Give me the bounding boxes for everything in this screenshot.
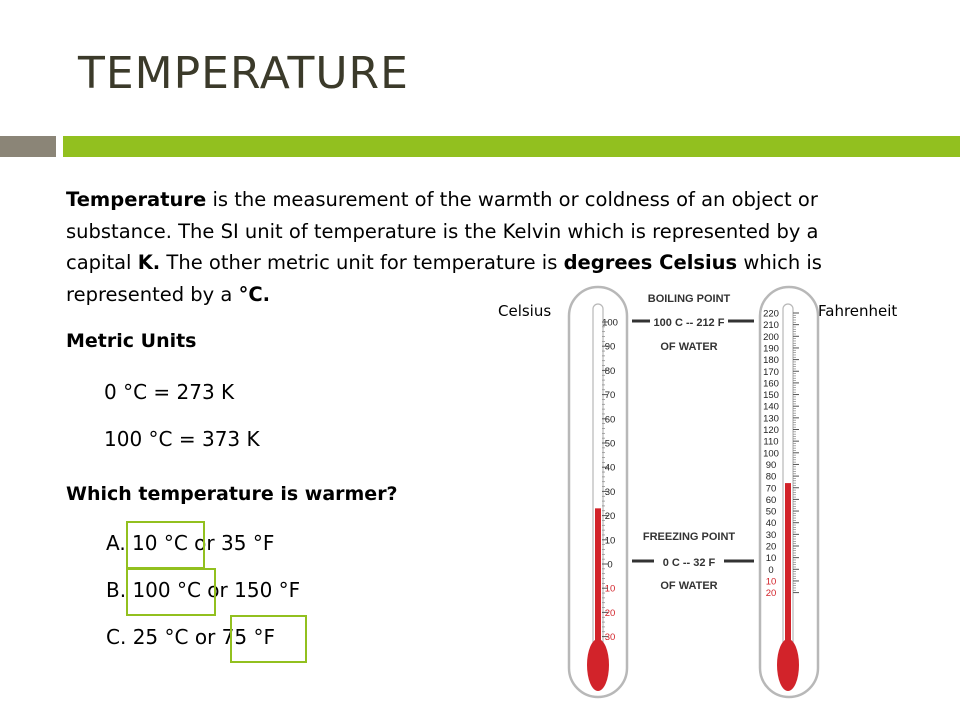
option-c-prefix: C. — [106, 625, 133, 649]
metric-eq-1: 0 °C = 273 K — [104, 380, 235, 404]
fahrenheit-tick-label: 30 — [765, 529, 777, 541]
fahrenheit-tick-label: 0 — [768, 564, 774, 576]
option-b-or: or — [200, 578, 235, 602]
metric-eq-2: 100 °C = 373 K — [104, 427, 260, 451]
fahrenheit-mercury-column — [785, 483, 791, 655]
fahrenheit-tick-label: 220 — [763, 308, 779, 320]
freezing-label-1: FREEZING POINT — [642, 531, 736, 543]
celsius-tick-label: 40 — [604, 462, 616, 474]
celsius-tick-label: 100 — [602, 317, 618, 329]
fahrenheit-bulb — [777, 639, 799, 691]
fahrenheit-tick-label: 60 — [765, 494, 777, 506]
celsius-tick-label: 10 — [604, 583, 616, 595]
fahrenheit-tick-label: 180 — [763, 355, 779, 367]
fahrenheit-tick-label: 210 — [763, 320, 779, 332]
option-b-fahrenheit: 150 °F — [234, 578, 301, 602]
celsius-tick-label: 70 — [604, 390, 616, 402]
term-kelvin: K. — [137, 251, 161, 274]
celsius-tick-label: 90 — [604, 341, 616, 353]
slide-title: TEMPERATURE — [78, 48, 409, 99]
option-c-fahrenheit: 75 °F — [221, 625, 275, 649]
celsius-label: Celsius — [498, 302, 552, 320]
intro-line-4a: represented by a — [66, 282, 239, 306]
fahrenheit-tick-label: 140 — [763, 401, 779, 413]
fahrenheit-tick-label: 10 — [765, 553, 777, 565]
fahrenheit-tick-label: 130 — [763, 413, 779, 425]
metric-heading: Metric Units — [66, 330, 197, 352]
option-a-or: or — [187, 531, 222, 555]
celsius-tick-label: 30 — [604, 632, 616, 644]
celsius-tick-label: 10 — [604, 535, 616, 547]
fahrenheit-tick-label: 80 — [765, 471, 777, 483]
intro-line-2: substance. The SI unit of temperature is the Kelvin which is represented by a — [66, 219, 819, 243]
fahrenheit-tick-label: 20 — [765, 541, 777, 553]
fahrenheit-tick-label: 160 — [763, 378, 779, 390]
option-c-celsius: 25 °C — [132, 625, 189, 649]
fahrenheit-tick-label: 120 — [763, 425, 779, 436]
term-celsius: degrees Celsius — [563, 251, 738, 274]
boiling-label-1: BOILING POINT — [647, 293, 731, 305]
fahrenheit-tick-label: 190 — [763, 343, 779, 355]
celsius-tick-label: 30 — [604, 486, 616, 498]
fahrenheit-label: Fahrenheit — [818, 302, 898, 320]
fahrenheit-tick-label: 110 — [763, 436, 779, 448]
boiling-label-2: 100 C -- 212 F — [653, 317, 725, 329]
celsius-tick-label: 0 — [607, 559, 613, 571]
celsius-tick-label: 20 — [604, 511, 616, 523]
fahrenheit-tick-label: 100 — [763, 448, 779, 460]
option-a-celsius: 10 °C — [132, 531, 188, 555]
option-c-or: or — [188, 625, 222, 649]
term-temperature: Temperature — [66, 188, 207, 211]
intro-line-1: is the measurement of the warmth or coldness of an object or — [206, 188, 818, 211]
fahrenheit-tick-label: 150 — [763, 390, 779, 402]
question-heading: Which temperature is warmer? — [66, 483, 398, 505]
term-degree-c: °C. — [238, 282, 271, 306]
celsius-tick-label: 60 — [604, 414, 616, 426]
celsius-tick-label: 20 — [604, 607, 616, 619]
option-a-fahrenheit: 35 °F — [221, 531, 275, 555]
celsius-mercury-column — [595, 508, 601, 655]
fahrenheit-tick-label: 10 — [765, 576, 777, 588]
fahrenheit-tick-label: 170 — [763, 366, 779, 378]
fahrenheit-tick-label: 70 — [765, 483, 777, 495]
celsius-tick-label: 50 — [604, 438, 616, 450]
freezing-label-3: OF WATER — [660, 580, 718, 592]
celsius-tick-label: 80 — [604, 365, 616, 377]
boiling-label-3: OF WATER — [660, 341, 718, 353]
intro-line-3e: which is — [737, 251, 822, 274]
intro-line-3a: capital — [66, 251, 138, 274]
freezing-label-2: 0 C -- 32 F — [662, 557, 716, 569]
fahrenheit-tick-label: 50 — [765, 506, 777, 518]
celsius-bulb — [587, 639, 609, 691]
intro-line-3c: The other metric unit for temperature is — [160, 251, 564, 274]
fahrenheit-tick-label: 40 — [765, 518, 777, 530]
fahrenheit-tick-label: 90 — [765, 459, 777, 471]
fahrenheit-tick-label: 200 — [763, 331, 779, 343]
option-b-celsius: 100 °C — [132, 578, 201, 602]
fahrenheit-tick-label: 20 — [765, 588, 777, 600]
option-a-prefix: A. — [106, 531, 133, 555]
option-b-prefix: B. — [106, 578, 133, 602]
